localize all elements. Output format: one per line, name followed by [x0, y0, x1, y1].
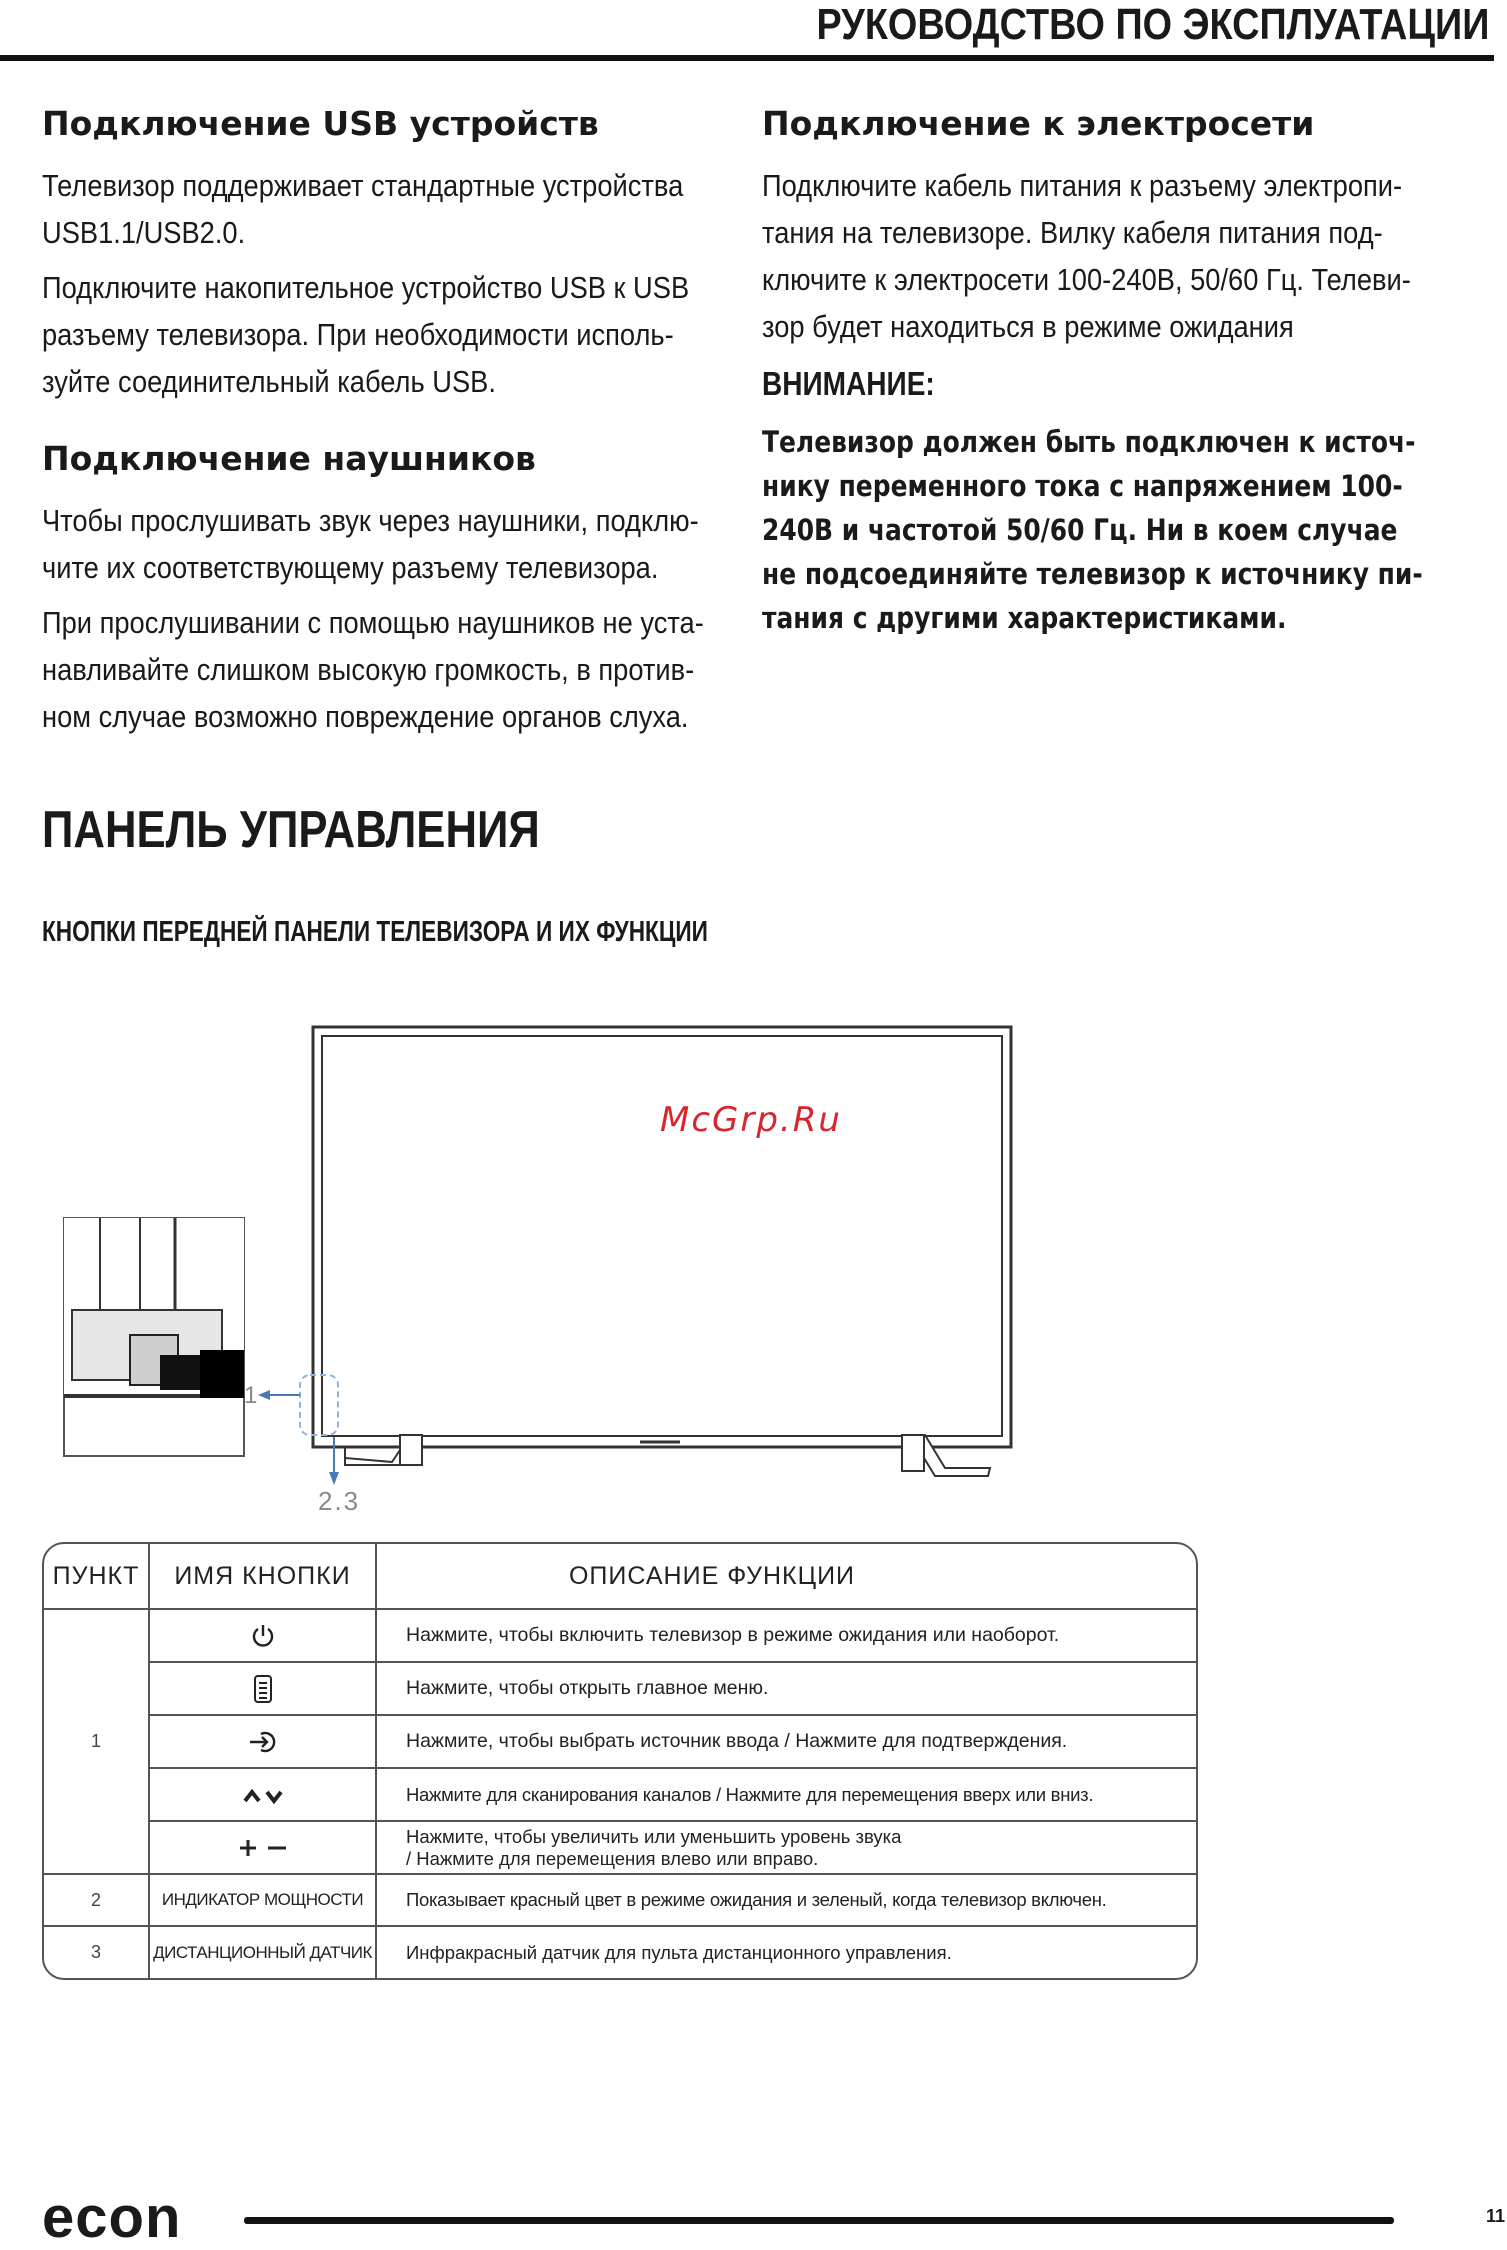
control-buttons-table [42, 1542, 1198, 1980]
header-button-name: ИМЯ КНОПКИ [174, 1561, 351, 1590]
header-description: ОПИСАНИЕ ФУНКЦИИ [568, 1561, 856, 1590]
power-indicator-name: ИНДИКАТОР МОЩНОСТИ [161, 1890, 364, 1909]
control-panel-subtitle: КНОПКИ ПЕРЕДНЕЙ ПАНЕЛИ ТЕЛЕВИЗОРА И ИХ ФУНКЦИИ [42, 916, 708, 948]
power-indicator-description: Показывает красный цвет в режиме ожидания и зеленый, когда телевизор включен. [406, 1889, 1107, 1910]
channel-description: Нажмите для сканирования каналов / Нажмите для перемещения вверх или вниз. [406, 1783, 1094, 1805]
row-number-2: 2 [90, 1889, 101, 1910]
text-line: Нажмите, чтобы увеличить или уменьшить уровень звука [406, 1825, 902, 1847]
power-icon [249, 1622, 277, 1650]
usb-paragraph-1 [42, 162, 728, 256]
tv-screen [322, 1036, 1002, 1436]
text-line: ключите к электросети 100-240В, 50/60 Гц. Телеви- [762, 262, 1411, 297]
text-line: нику переменного тока с напряжением 100- [762, 469, 1403, 503]
watermark: McGrp.Ru [660, 1100, 842, 1140]
source-button-cell [150, 1716, 375, 1767]
text-line: навливайте слишком высокую громкость, в против- [42, 652, 695, 687]
text-line: Телевизор должен быть подключен к источ- [762, 425, 1416, 459]
power-description: Нажмите, чтобы включить телевизор в режиме ожидания или наоборот. [406, 1624, 1060, 1646]
headphones-paragraph-1 [42, 497, 728, 591]
usb-paragraph-2 [42, 264, 728, 405]
text-line: Чтобы прослушивать звук через наушники, подклю- [42, 503, 699, 538]
header-item: ПУНКТ [52, 1561, 140, 1590]
power-heading: Подключение к электросети [762, 104, 1315, 143]
text-line: 240В и частотой 50/60 Гц. Ни в коем случае [762, 513, 1398, 547]
text-line: ном случае возможно повреждение органов слуха. [42, 699, 689, 734]
header-title: РУКОВОДСТВО ПО ЭКСПЛУАТАЦИИ [816, 0, 1489, 49]
row-number-1: 1 [90, 1731, 101, 1751]
volume-button-cell [150, 1822, 375, 1873]
headphones-paragraph-2 [42, 599, 728, 740]
text-line: Подключите кабель питания к разъему электропи- [762, 168, 1403, 203]
callout-label-2-3: 2.3 [318, 1486, 361, 1516]
text-line: USB1.1/USB2.0. [42, 215, 246, 250]
text-line: тания на телевизоре. Вилку кабеля питания под- [762, 215, 1383, 250]
usb-heading: Подключение USB устройств [42, 104, 599, 143]
text-line: Подключите накопительное устройство USB к USB [42, 270, 690, 305]
volume-description [406, 1822, 901, 1873]
left-column [42, 102, 727, 748]
headphones-heading: Подключение наушников [42, 439, 536, 478]
menu-button-cell [150, 1663, 375, 1714]
menu-description: Нажмите, чтобы открыть главное меню. [406, 1677, 769, 1699]
channel-up-down-icon [241, 1783, 285, 1807]
volume-plus-minus-icon [238, 1836, 288, 1860]
text-line: зор будет находиться в режиме ожидания [762, 309, 1294, 344]
right-column [762, 102, 1447, 640]
remote-sensor-description: Инфракрасный датчик для пульта дистанционного управления. [406, 1941, 952, 1963]
power-paragraph [762, 162, 1448, 350]
row-number-3: 3 [90, 1942, 101, 1962]
footer-rule [244, 2217, 1394, 2224]
warning-heading: ВНИМАНИЕ: [762, 365, 935, 402]
menu-icon [252, 1673, 274, 1705]
text-line: тания с другими характеристиками. [762, 601, 1287, 635]
channel-button-cell [150, 1769, 375, 1820]
text-line: При прослушивании с помощью наушников не уста- [42, 605, 704, 640]
control-panel-title: ПАНЕЛЬ УПРАВЛЕНИЯ [42, 801, 540, 859]
text-line: разъему телевизора. При необходимости исполь- [42, 317, 674, 352]
text-line: чите их соответствующему разъему телевизора. [42, 550, 659, 585]
source-icon [247, 1728, 279, 1756]
header-rule [0, 55, 1494, 61]
warning-text [762, 420, 1447, 640]
text-line: не подсоединяйте телевизор к источнику пи- [762, 557, 1423, 591]
text-line: зуйте соединительный кабель USB. [42, 364, 496, 399]
remote-sensor-name: ДИСТАНЦИОННЫЙ ДАТЧИК [153, 1942, 372, 1962]
page-number: 11 [1486, 2206, 1506, 2226]
callout-label-1: 1 [244, 1382, 258, 1409]
text-line: Телевизор поддерживает стандартные устройства [42, 168, 684, 203]
source-description: Нажмите, чтобы выбрать источник ввода / Нажмите для подтверждения. [406, 1730, 1068, 1752]
power-button-cell [150, 1610, 375, 1661]
tv-diagram [0, 1010, 1507, 1510]
text-line: / Нажмите для перемещения влево или вправо. [406, 1847, 819, 1869]
econ-logo: econ [42, 2185, 182, 2250]
